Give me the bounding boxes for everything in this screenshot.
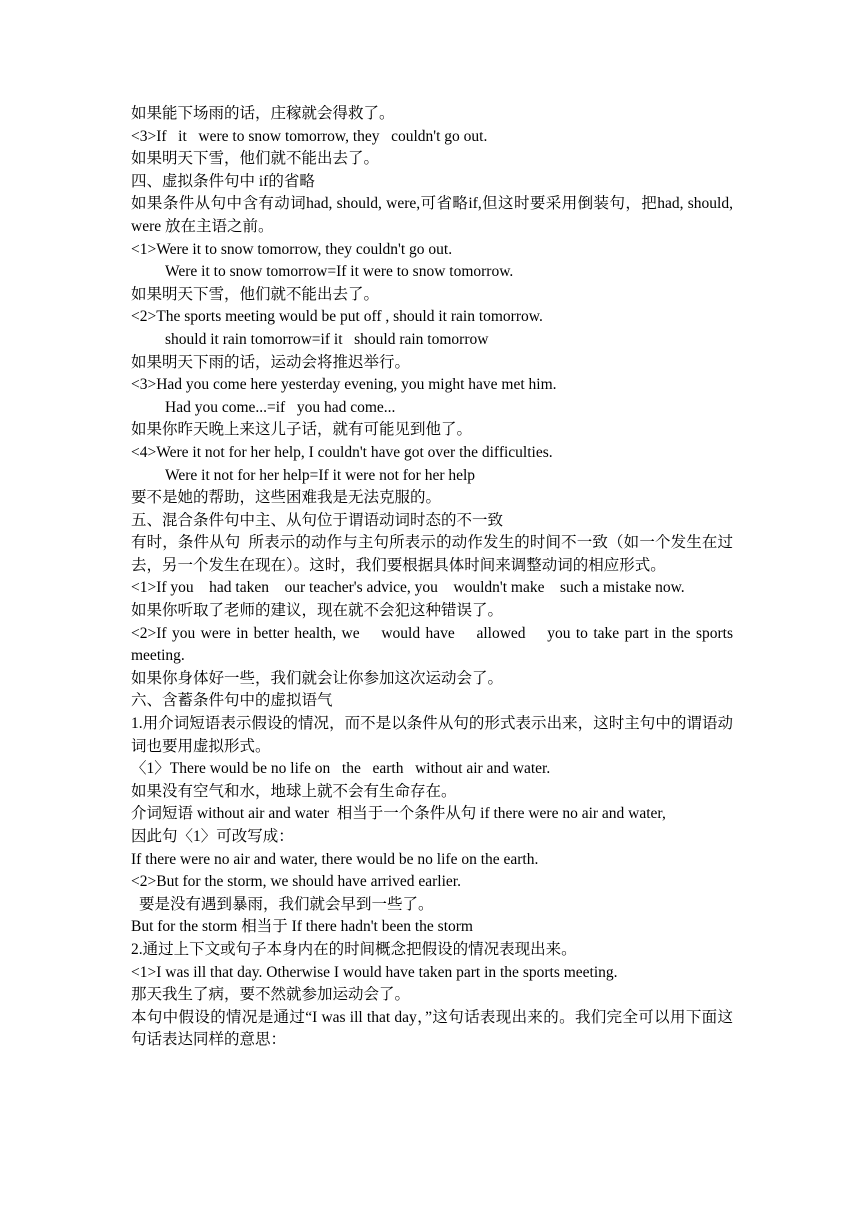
example-note: should it rain tomorrow=if it should rain tomorrow: [165, 330, 489, 348]
text-line: 如果明天下雪，他们就不能出去了。: [131, 285, 380, 303]
text-paragraph: 本句中假设的情况是通过“I was ill that day，”这句话表现出来的。我们完全可以用下面这句话表达同样的意思：: [131, 1008, 733, 1049]
text-paragraph: 1.用介词短语表示假设的情况，而不是以条件从句的形式表示出来，这时主句中的谓语动词也要用虚拟形式。: [131, 715, 733, 755]
example-sentence: <1>If you had taken our teacher's advice, you wouldn't make such a mistake now.: [131, 579, 685, 597]
example-sentence: <1>I was ill that day. Otherwise I would have taken part in the sports meeting.: [131, 963, 618, 981]
subsection-heading: 2.通过上下文或句子本身内在的时间概念把假设的情况表现出来。: [131, 940, 577, 958]
example-sentence: If there were no air and water, there would be no life on the earth.: [131, 850, 539, 868]
text-line: 如果你听取了老师的建议，现在就不会犯这种错误了。: [131, 602, 504, 620]
section-heading: 四、虚拟条件句中 if的省略: [131, 172, 315, 190]
example-sentence: <1>Were it to snow tomorrow, they couldn't go out.: [131, 240, 453, 258]
example-sentence: <2>But for the storm, we should have arrived earlier.: [131, 873, 461, 891]
text-line: 因此句〈1〉可改写成：: [131, 828, 294, 845]
text-line: But for the storm 相当于 If there hadn't been the storm: [131, 918, 473, 936]
example-sentence: 〈1〉There would be no life on the earth without air and water.: [131, 760, 551, 778]
text-line: 如果明天下雨的话，运动会将推迟举行。: [131, 353, 411, 371]
text-line: 如果明天下雪，他们就不能出去了。: [131, 150, 380, 168]
section-heading: 五、混合条件句中主、从句位于谓语动词时态的不一致: [131, 511, 504, 529]
example-note: Had you come...=if you had come...: [165, 398, 396, 416]
example-note: Were it not for her help=If it were not for her help: [165, 466, 476, 484]
example-sentence: <3>Had you come here yesterday evening, you might have met him.: [131, 376, 557, 394]
text-line: 介词短语 without air and water 相当于一个条件从句 if there were no air and water,: [131, 805, 666, 823]
text-line: 要是没有遇到暴雨，我们就会早到一些了。: [139, 895, 434, 913]
text-paragraph: 如果条件从句中含有动词had, should, were,可省略if,但这时要采用倒装句，把had, should, were 放在主语之前。: [131, 195, 733, 235]
example-note: Were it to snow tomorrow=If it were to snow tomorrow.: [165, 263, 514, 281]
example-sentence: <2>The sports meeting would be put off , should it rain tomorrow.: [131, 308, 543, 326]
text-line: 要不是她的帮助，这些困难我是无法克服的。: [131, 489, 442, 507]
section-heading: 六、含蓄条件句中的虚拟语气: [131, 692, 333, 710]
text-line: 如果你昨天晚上来这儿子话，就有可能见到他了。: [131, 421, 473, 439]
text-line: <3>If it were to snow tomorrow, they couldn't go out.: [131, 127, 488, 145]
example-sentence: <4>Were it not for her help, I couldn't have got over the difficulties.: [131, 443, 553, 461]
text-line: 那天我生了病，要不然就参加运动会了。: [131, 986, 411, 1004]
text-line: 如果没有空气和水，地球上就不会有生命存在。: [131, 782, 457, 800]
text-line: 如果能下场雨的话，庄稼就会得救了。: [131, 105, 395, 122]
text-line: 如果你身体好一些，我们就会让你参加这次运动会了。: [131, 669, 504, 687]
example-sentence: <2>If you were in better health, we would have allowed you to take part in the sports meeting.: [131, 624, 737, 665]
text-paragraph: 有时，条件从句 所表示的动作与主句所表示的动作发生的时间不一致（如一个发生在过去，另一个发生在现在）。这时，我们要根据具体时间来调整动词的相应形式。: [131, 534, 733, 574]
document-body: [131, 103, 737, 1052]
